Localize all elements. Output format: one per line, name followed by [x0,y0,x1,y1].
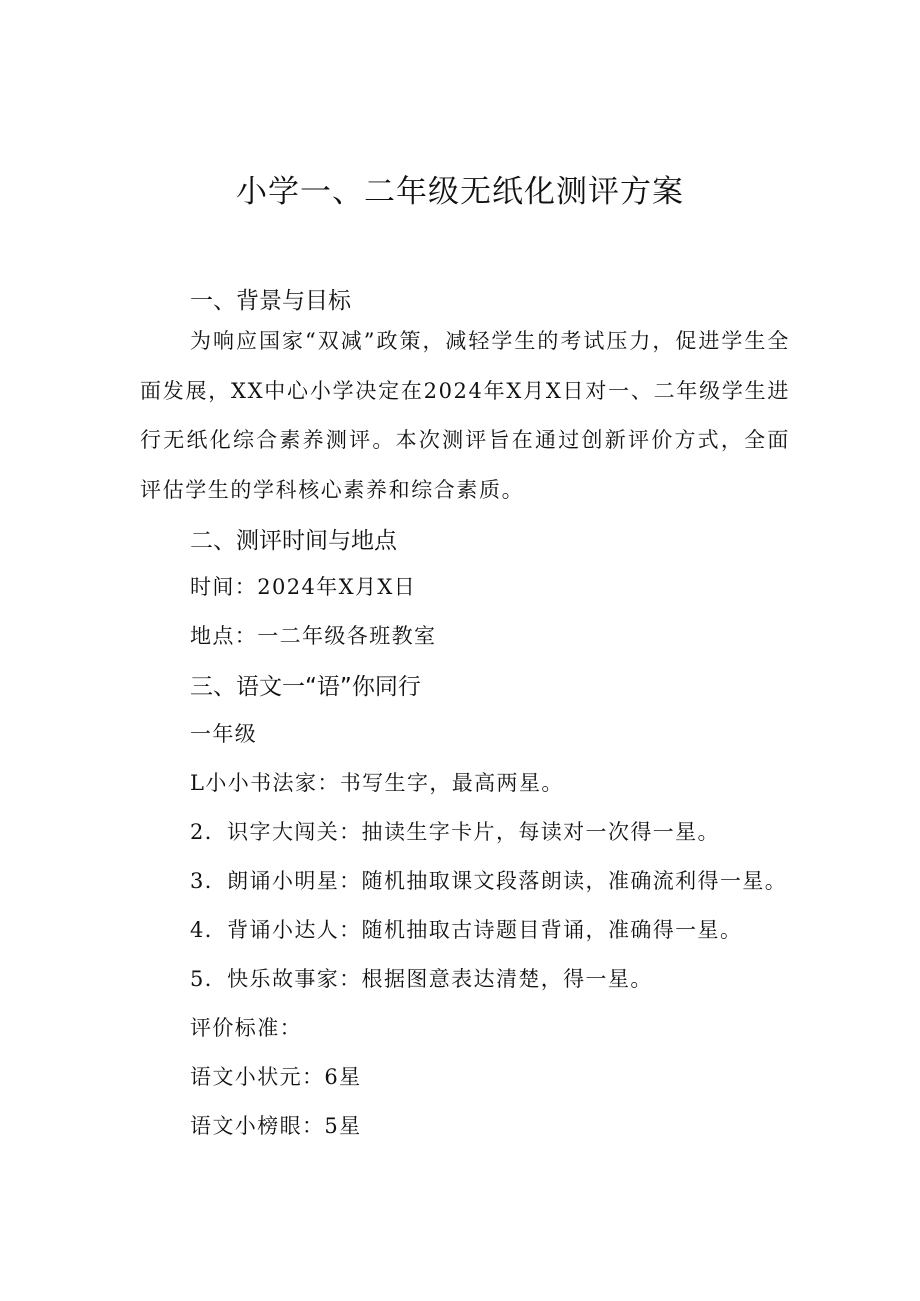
list-item: 3．朗诵小明星：随机抽取课文段落朗读，准确流利得一星。 [190,869,788,893]
section-heading-background: 一、背景与目标 [190,288,351,314]
section-heading-time-place: 二、测评时间与地点 [190,528,397,554]
criteria-item: 语文小状元：6星 [190,1065,362,1089]
list-item: 2．识字大闯关：抽读生字卡片，每读对一次得一星。 [190,820,720,844]
list-item: L小小书法家：书写生字，最高两星。 [190,771,564,795]
time-line: 时间：2024年X月X日 [190,575,417,599]
criteria-label: 评价标准： [190,1016,302,1040]
document-title: 小学一、二年级无纸化测评方案 [236,174,684,210]
grade-label: 一年级 [190,722,258,746]
list-item: 4．背诵小达人：随机抽取古诗题目背诵，准确得一星。 [190,918,743,942]
background-paragraph: 为响应国家“双减”政策，减轻学生的考试压力，促进学生全面发展，XX中心小学决定在2024年X月X日对一、二年级学生进行无纸化综合素养测评。本次测评旨在通过创新评价方式，全面评估学生的学科核心素养和综合素质。 [140,329,790,502]
place-line: 地点：一二年级各班教室 [190,624,437,648]
list-item: 5．快乐故事家：根据图意表达清楚，得一星。 [190,967,653,991]
criteria-item: 语文小榜眼：5星 [190,1114,362,1138]
section-heading-chinese: 三、语文一“语”你同行 [190,674,421,700]
